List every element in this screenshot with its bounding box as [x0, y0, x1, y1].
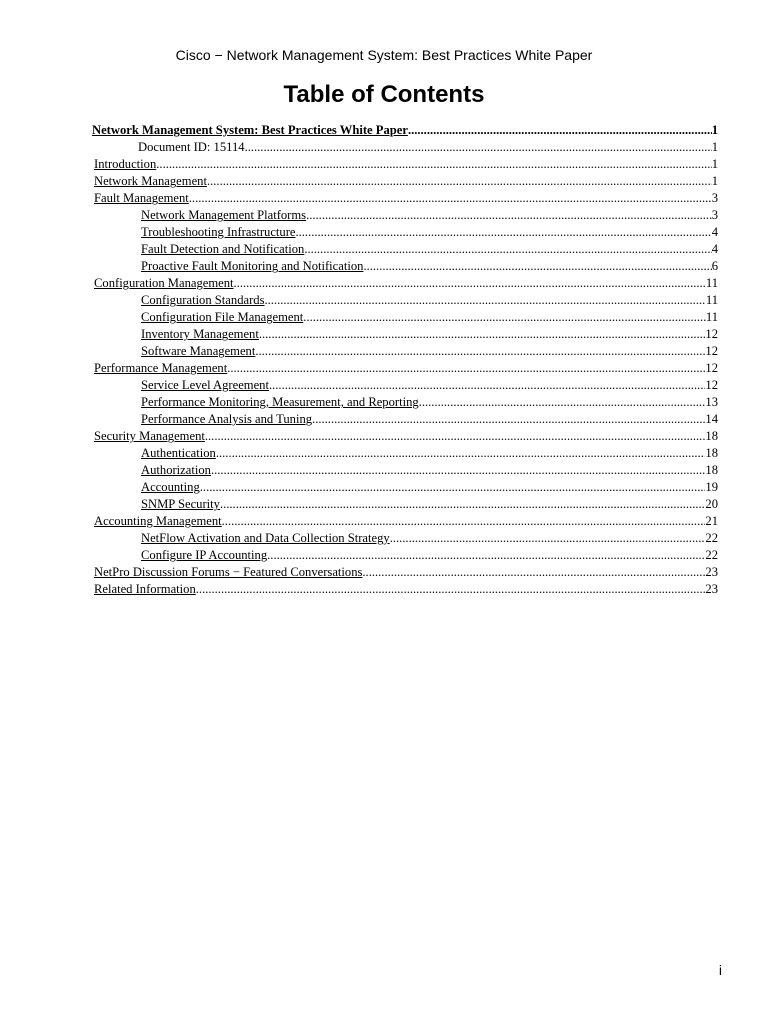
toc-entry-link[interactable]: Inventory Management: [141, 327, 259, 341]
dot-leader: [267, 547, 705, 564]
toc-entry[interactable]: [92, 360, 718, 377]
toc-entry[interactable]: [92, 292, 718, 309]
toc-entry[interactable]: [92, 173, 718, 190]
page-number: i: [718, 962, 722, 978]
dot-leader: [419, 394, 706, 411]
toc-page-number: 4: [711, 225, 718, 239]
toc-entry[interactable]: [92, 309, 718, 326]
toc-entry[interactable]: [92, 513, 718, 530]
toc-entry-link[interactable]: SNMP Security: [141, 497, 220, 511]
dot-leader: [362, 564, 705, 581]
toc-entry[interactable]: [92, 275, 718, 292]
toc-page-number: 12: [705, 378, 718, 392]
toc-entry[interactable]: [92, 156, 718, 173]
toc-page-number: 11: [705, 310, 718, 324]
toc-page-number: 12: [705, 327, 718, 341]
toc-entry-link[interactable]: Related Information: [94, 582, 196, 596]
toc-page-number: 14: [705, 412, 718, 426]
toc-entry-link[interactable]: Performance Analysis and Tuning: [141, 412, 313, 426]
toc-entry[interactable]: [92, 581, 718, 598]
toc-entry[interactable]: [92, 530, 718, 547]
dot-leader: [222, 513, 706, 530]
toc-entry[interactable]: [92, 564, 718, 581]
toc-entry[interactable]: [92, 445, 718, 462]
toc-entry[interactable]: [92, 258, 718, 275]
dot-leader: [255, 343, 705, 360]
toc-entry[interactable]: [92, 122, 718, 139]
toc-page-number: 12: [705, 344, 718, 358]
toc-entry-link[interactable]: Authorization: [141, 463, 211, 477]
toc-entry-link[interactable]: Security Management: [94, 429, 205, 443]
toc-entry-link[interactable]: Configuration Standards: [141, 293, 265, 307]
toc-entry[interactable]: [92, 479, 718, 496]
toc-page-number: 11: [705, 276, 718, 290]
toc-entry-link[interactable]: Network Management: [94, 174, 207, 188]
dot-leader: [390, 530, 706, 547]
toc-page-number: 1: [711, 174, 718, 188]
toc-entry-link[interactable]: Configuration Management: [94, 276, 234, 290]
toc-entry-link[interactable]: Performance Monitoring, Measurement, and Reporting: [141, 395, 419, 409]
toc-entry[interactable]: [92, 190, 718, 207]
toc-entry[interactable]: [92, 224, 718, 241]
toc-entry-link[interactable]: Proactive Fault Monitoring and Notification: [141, 259, 364, 273]
toc-page-number: 1: [711, 157, 718, 171]
running-header: Cisco − Network Management System: Best Practices White Paper: [175, 47, 593, 63]
toc-page-number: 23: [705, 565, 718, 579]
toc-entry-link[interactable]: Introduction: [94, 157, 157, 171]
dot-leader: [205, 428, 706, 445]
toc-page-number: 22: [705, 531, 718, 545]
toc-page-number: 3: [711, 191, 718, 205]
toc-page-number: 3: [711, 208, 718, 222]
toc-entry[interactable]: [92, 411, 718, 428]
table-of-contents: [92, 122, 718, 598]
toc-page-number: 18: [705, 446, 718, 460]
dot-leader: [363, 258, 711, 275]
toc-entry-link[interactable]: Fault Detection and Notification: [141, 242, 305, 256]
toc-entry-link[interactable]: Accounting: [141, 480, 200, 494]
toc-entry[interactable]: [92, 343, 718, 360]
dot-leader: [234, 275, 706, 292]
toc-page-number: 11: [705, 293, 718, 307]
dot-leader: [156, 156, 711, 173]
toc-page-number: 21: [705, 514, 718, 528]
dot-leader: [269, 377, 705, 394]
toc-entry-link[interactable]: Network Management Platforms: [141, 208, 307, 222]
dot-leader: [295, 224, 711, 241]
toc-page-number: 1: [711, 123, 718, 137]
toc-entry[interactable]: [92, 241, 718, 258]
toc-page-number: 6: [711, 259, 718, 273]
toc-page-number: 13: [705, 395, 718, 409]
dot-leader: [216, 445, 706, 462]
toc-page-number: 1: [711, 140, 718, 154]
toc-entry[interactable]: [92, 496, 718, 513]
toc-entry[interactable]: [92, 139, 718, 156]
toc-entry-link[interactable]: Service Level Agreement: [141, 378, 269, 392]
dot-leader: [259, 326, 706, 343]
dot-leader: [304, 241, 711, 258]
toc-page-number: 12: [705, 361, 718, 375]
toc-entry[interactable]: [92, 428, 718, 445]
toc-page-number: 18: [705, 463, 718, 477]
toc-page-number: 20: [705, 497, 718, 511]
dot-leader: [306, 207, 712, 224]
dot-leader: [207, 173, 712, 190]
toc-entry[interactable]: [92, 394, 718, 411]
toc-entry[interactable]: [92, 462, 718, 479]
toc-entry[interactable]: [92, 326, 718, 343]
toc-page-number: 4: [711, 242, 718, 256]
toc-entry-link[interactable]: Configure IP Accounting: [141, 548, 268, 562]
toc-entry-link[interactable]: Performance Management: [94, 361, 228, 375]
toc-entry-link[interactable]: Accounting Management: [94, 514, 222, 528]
toc-entry-link[interactable]: NetFlow Activation and Data Collection Strategy: [141, 531, 390, 545]
toc-entry[interactable]: [92, 377, 718, 394]
dot-leader: [200, 479, 706, 496]
toc-entry[interactable]: [92, 547, 718, 564]
dot-leader: [264, 292, 705, 309]
toc-entry-link[interactable]: Configuration File Management: [141, 310, 304, 324]
toc-entry[interactable]: [92, 207, 718, 224]
toc-page-number: 19: [705, 480, 718, 494]
dot-leader: [220, 496, 705, 513]
toc-entry-link[interactable]: Network Management System: Best Practices White Paper: [92, 123, 408, 137]
dot-leader: [196, 581, 706, 598]
dot-leader: [227, 360, 705, 377]
toc-entry-link[interactable]: Fault Management: [94, 191, 189, 205]
toc-title: Table of Contents: [283, 81, 485, 108]
toc-page-number: 22: [705, 548, 718, 562]
dot-leader: [303, 309, 706, 326]
toc-entry-link[interactable]: Document ID: 15114: [138, 140, 245, 154]
toc-page-number: 18: [705, 429, 718, 443]
dot-leader: [189, 190, 712, 207]
toc-entry-link[interactable]: Troubleshooting Infrastructure: [141, 225, 296, 239]
toc-page-number: 23: [705, 582, 718, 596]
toc-entry-link[interactable]: NetPro Discussion Forums − Featured Conversations: [94, 565, 363, 579]
dot-leader: [312, 411, 705, 428]
toc-entry-link[interactable]: Software Management: [141, 344, 256, 358]
dot-leader: [408, 122, 712, 139]
toc-entry-link[interactable]: Authentication: [141, 446, 216, 460]
dot-leader: [245, 139, 712, 156]
dot-leader: [211, 462, 705, 479]
